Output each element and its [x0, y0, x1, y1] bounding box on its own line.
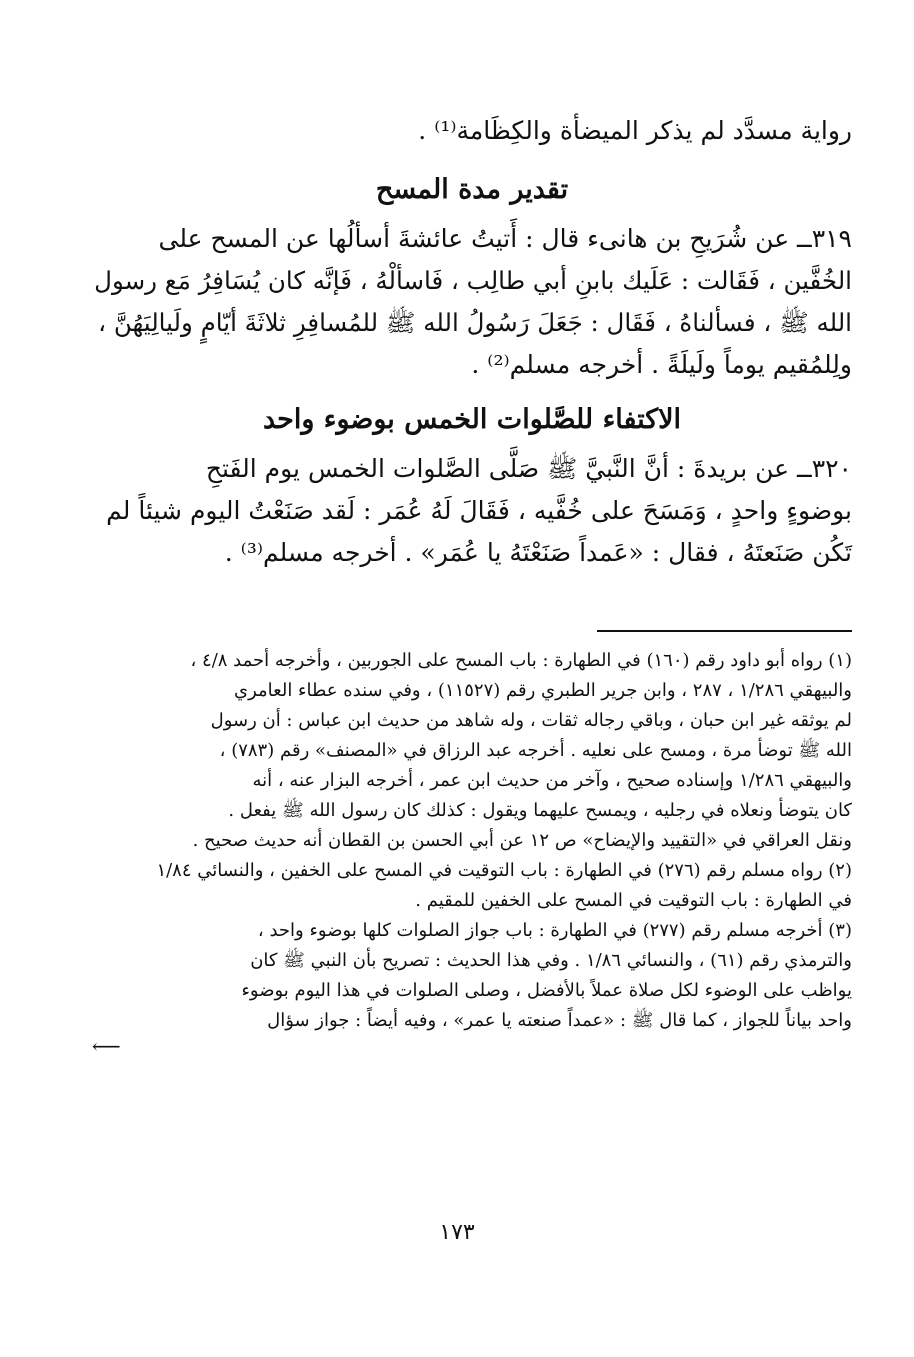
intro-line: رواية مسدَّد لم يذكر الميضأة والكِظَامة⁽¹⁾ . — [418, 116, 852, 145]
footnote-line: لم يوثقه غير ابن حبان ، وباقي رجاله ثقات ، وله شاهد من حديث ابن عباس : أن رسول — [210, 710, 852, 731]
footnote-line: في الطهارة : باب التوقيت في المسح على الخفين للمقيم . — [415, 890, 852, 911]
footnote-line: والبيهقي ١/٢٨٦ ، ٢٨٧ ، وابن جرير الطبري رقم (١١٥٢٧) ، وفي سنده عطاء العامري — [234, 680, 852, 701]
footnote-3 — [92, 916, 852, 1036]
page-number: ١٧٣ — [439, 1220, 475, 1245]
paragraph-line: تَكُن صَنَعتَهُ ، فقال : «عَمداً صَنَعْتَهُ يا عُمَر» . أخرجه مسلم⁽³⁾ . — [224, 538, 852, 567]
footnote-line: يواظب على الوضوء لكل صلاة عملاً بالأفضل ، وصلى الصلوات في هذا اليوم بوضوء — [241, 980, 852, 1001]
paragraph-line: ٣٢٠ــ عن بريدةَ : أنَّ النَّبيَّ ﷺ صَلَّى الصَّلوات الخمس يوم الفَتحِ — [205, 454, 852, 483]
footnote-line: والبيهقي ١/٢٨٦ وإسناده صحيح ، وآخر من حديث ابن عمر ، أخرجه البزار عنه ، أنه — [252, 770, 852, 791]
hadith-paragraph — [92, 448, 852, 574]
paragraph-line: بوضوءٍ واحدٍ ، وَمَسَحَ على خُفَّيه ، فَقَالَ لَهُ عُمَر : لَقد صَنَعْتُ اليوم شيئاً لم — [106, 496, 852, 525]
paragraph-line: ٣١٩ــ عن شُرَيحِ بن هانىء قال : أَتيتُ عائشةَ أسألُها عن المسح على — [158, 224, 852, 253]
footnotes — [92, 646, 852, 1058]
footnote-line: والترمذي رقم (٦١) ، والنسائي ١/٨٦ . وفي هذا الحديث : تصريح بأن النبي ﷺ كان — [250, 950, 852, 971]
section-duration-of-wiping — [92, 170, 852, 386]
footnote-line: واحد بياناً للجواز ، كما قال ﷺ : «عمداً صنعته يا عمر» ، وفيه أيضاً : جواز سؤال — [267, 1010, 852, 1031]
footnote-separator — [597, 630, 852, 632]
footnote-line: (١) رواه أبو داود رقم (١٦٠) في الطهارة : باب المسح على الجوربين ، وأخرجه أحمد ٤/٨ ، — [190, 650, 852, 671]
paragraph-line: الخُفَّين ، فَقَالت : عَلَيك بابنِ أبي طالِب ، فَاسألْهُ ، فَإنَّه كان يُسَافِرُ مَع رسول — [94, 266, 852, 295]
footnote-line: (٣) أخرجه مسلم رقم (٢٧٧) في الطهارة : باب جواز الصلوات كلها بوضوء واحد ، — [257, 920, 852, 941]
footnote-1 — [92, 646, 852, 856]
footnote-line: الله ﷺ توضأ مرة ، ومسح على نعليه . أخرجه عبد الرزاق في «المصنف» رقم (٧٨٣) ، — [219, 740, 852, 761]
section-five-prayers-one-wudu — [92, 400, 852, 574]
footnote-line: كان يتوضأ ونعلاه في رجليه ، ويمسح عليهما ويقول : كذلك كان رسول الله ﷺ يفعل . — [228, 800, 852, 821]
hadith-paragraph — [92, 218, 852, 386]
section-heading: تقدير مدة المسح — [375, 174, 569, 205]
footnote-2 — [92, 856, 852, 916]
paragraph-line: ولِلمُقيم يوماً ولَيلَةً . أخرجه مسلم⁽²⁾ . — [471, 350, 852, 379]
section-heading: الاكتفاء للصَّلوات الخمس بوضوء واحد — [262, 404, 682, 435]
continuation-arrow-icon: ⟵ — [92, 1034, 121, 1058]
paragraph-line: الله ﷺ ، فسألناهُ ، فَقَال : جَعَلَ رَسُولُ الله ﷺ للمُسافِرِ ثلاثَةَ أيّامٍ ولَيالِيَهُنَّ ، — [98, 308, 852, 337]
footnote-line: (٢) رواه مسلم رقم (٢٧٦) في الطهارة : باب التوقيت في المسح على الخفين ، والنسائي ١/٨٤ — [156, 860, 852, 881]
footnote-line: ونقل العراقي في «التقييد والإيضاح» ص ١٢ عن أبي الحسن بن القطان أنه حديث صحيح . — [192, 830, 852, 851]
